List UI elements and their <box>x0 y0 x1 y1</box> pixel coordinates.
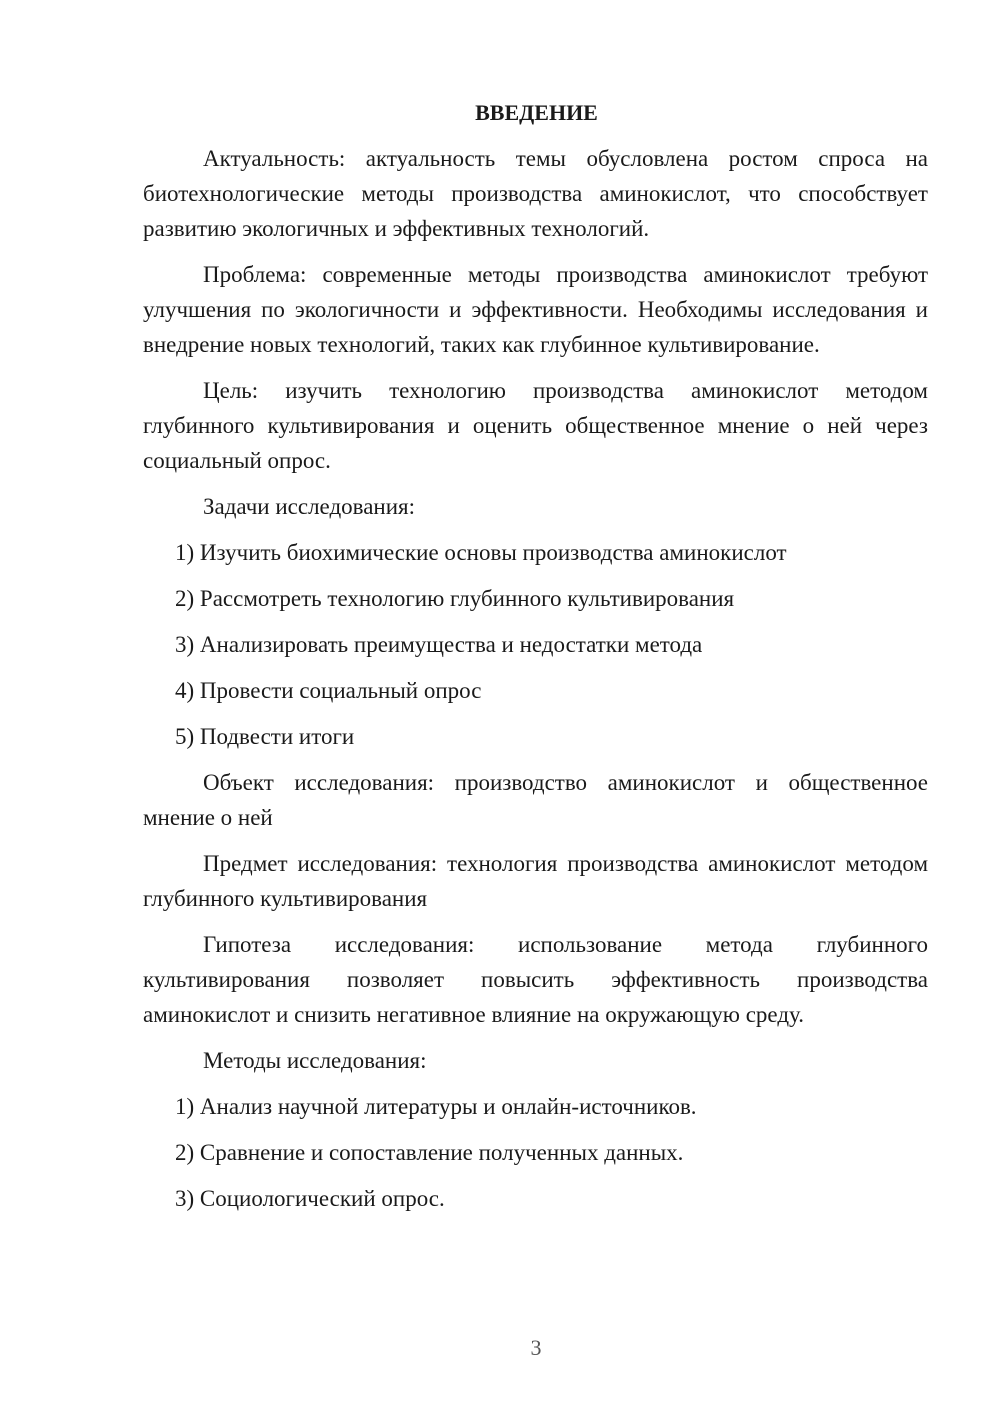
method-item-3: 3) Социологический опрос. <box>175 1186 445 1211</box>
spacer <box>143 478 928 489</box>
spacer <box>143 1078 928 1089</box>
task-item-4: 4) Провести социальный опрос <box>175 678 482 703</box>
page-number: 3 <box>530 1335 542 1360</box>
task-item-3: 3) Анализировать преимущества и недостатки метода <box>175 632 703 657</box>
methods-label: Методы исследования: <box>203 1048 427 1073</box>
spacer <box>143 1170 928 1181</box>
spacer <box>143 1032 928 1043</box>
section-title: ВВЕДЕНИЕ <box>475 100 598 125</box>
spacer <box>143 662 928 673</box>
goal-paragraph: Цель: изучить технологию производства аминокислот методом глубинного культивирования и оценить общественное мнение о ней через социальный опрос. <box>143 378 928 473</box>
spacer <box>143 570 928 581</box>
object-paragraph: Объект исследования: производство аминокислот и общественное мнение о ней <box>143 770 928 830</box>
task-item-2: 2) Рассмотреть технологию глубинного культивирования <box>175 586 735 611</box>
spacer <box>143 616 928 627</box>
method-item-1: 1) Анализ научной литературы и онлайн-источников. <box>175 1094 697 1119</box>
relevance-paragraph: Актуальность: актуальность темы обусловлена ростом спроса на биотехнологические методы производства аминокислот, что способствует развитию экологичных и эффективных технологий. <box>143 146 928 241</box>
method-item-2: 2) Сравнение и сопоставление полученных данных. <box>175 1140 684 1165</box>
spacer <box>143 524 928 535</box>
spacer <box>143 835 928 846</box>
spacer <box>143 130 928 141</box>
spacer <box>143 362 928 373</box>
subject-paragraph: Предмет исследования: технология производства аминокислот методом глубинного культивирования <box>143 851 928 911</box>
spacer <box>143 246 928 257</box>
hypothesis-paragraph: Гипотеза исследования: использование метода глубинного культивирования позволяет повысить эффективность производства аминокислот и снизить негативное влияние на окружающую среду. <box>143 932 928 1027</box>
spacer <box>143 754 928 765</box>
problem-paragraph: Проблема: современные методы производства аминокислот требуют улучшения по экологичности и эффективности. Необходимы исследования и внедрение новых технологий, таких как глубинное культивирование. <box>143 262 928 357</box>
task-item-5: 5) Подвести итоги <box>175 724 355 749</box>
spacer <box>143 916 928 927</box>
spacer <box>143 708 928 719</box>
tasks-label: Задачи исследования: <box>203 494 416 519</box>
task-item-1: 1) Изучить биохимические основы производства аминокислот <box>175 540 787 565</box>
spacer <box>143 1124 928 1135</box>
document-body <box>143 95 928 1216</box>
